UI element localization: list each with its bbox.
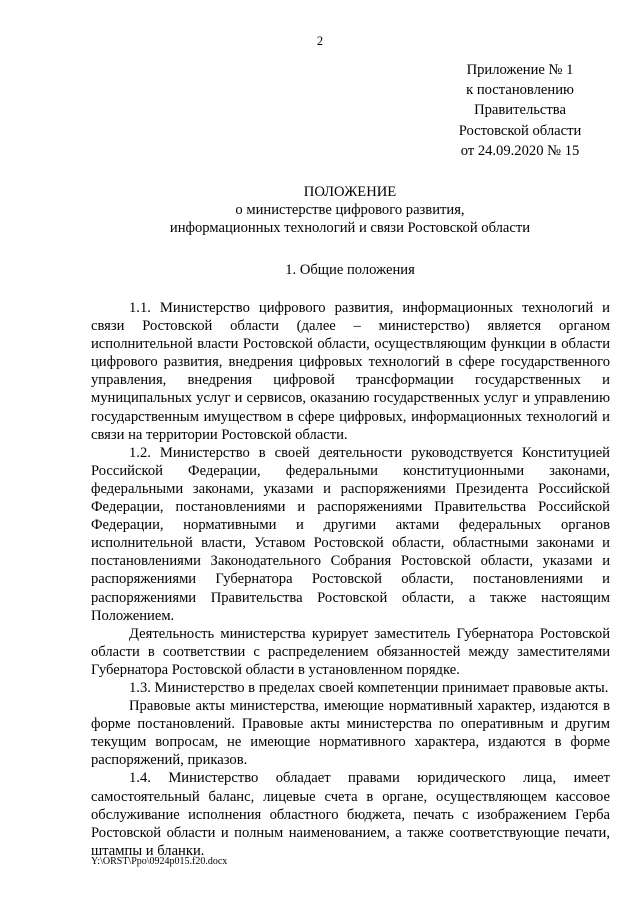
appendix-block: [440, 60, 600, 161]
title-line: информационных технологий и связи Ростовской области: [169, 220, 531, 236]
appendix-line: от 24.09.2020 № 15: [460, 142, 580, 159]
paragraph-1-1: 1.1. Министерство цифрового развития, информационных технологий и связи Ростовской области (далее – министерство) является органом исполнительной власти Ростовской области, осуществляющим функции в области цифрового развития, внедрения цифровых технологий в сфере государственного управления, внедрения цифровой трансформации государственных и муниципальных услуг и сервисов, оказанию государственных услуг и управлению государственным имуществом в сфере цифровых, информационных технологий и связи на территории Ростовской области.: [91, 300, 610, 443]
paragraph-1-2: 1.2. Министерство в своей деятельности руководствуется Конституцией Российской Федерации, федеральными конституционными законами, федеральными законами, указами и распоряжениями Президента Российской Федерации, постановлениями и распоряжениями Правительства Российской Федерации, нормативными и другими актами федеральных органов исполнительной власти, Уставом Ростовской области, областными законами и постановлениями Законодательного Собрания Ростовской области, указами и распоряжениями Губернатора Ростовской области, постановлениями и распоряжениями Правительства Ростовской области, а также настоящим Положением.: [91, 444, 610, 624]
section-body: [91, 299, 610, 860]
appendix-line: Ростовской области: [458, 122, 582, 139]
title-line: о министерстве цифрового развития,: [235, 202, 465, 218]
paragraph-1-3: 1.3. Министерство в пределах своей компетенции принимает правовые акты.: [129, 679, 609, 696]
paragraph-1-3-acts: Правовые акты министерства, имеющие нормативный характер, издаются в форме постановлений. Правовые акты министерства по оперативным и другим текущим вопросам, не имеющие нормативного характера, издаются в форме распоряжений, приказов.: [91, 698, 610, 769]
appendix-line: Правительства: [474, 102, 566, 119]
paragraph-1-4: 1.4. Министерство обладает правами юридического лица, имеет самостоятельный баланс, лицевые счета в органе, осуществляющем кассовое обслуживание исполнения областного бюджета, печать с изображением Герба Ростовской области и полным наименованием, а также соответствующие печати, штампы и бланки.: [91, 770, 610, 859]
appendix-line: к постановлению: [466, 82, 574, 99]
title-heading: ПОЛОЖЕНИЕ: [303, 184, 397, 200]
paragraph-1-2-supervision: Деятельность министерства курирует заместитель Губернатора Ростовской области в соответствии с распределением обязанностей между заместителями Губернатора Ростовской области в установленном порядке.: [91, 625, 610, 678]
appendix-line: Приложение № 1: [466, 62, 574, 78]
page-number: 2: [316, 34, 324, 48]
footer-file-path: Y:\ORST\Ppo\0924p015.f20.docx: [91, 856, 228, 867]
section-heading: 1. Общие положения: [285, 262, 415, 278]
document-title: [90, 183, 610, 237]
